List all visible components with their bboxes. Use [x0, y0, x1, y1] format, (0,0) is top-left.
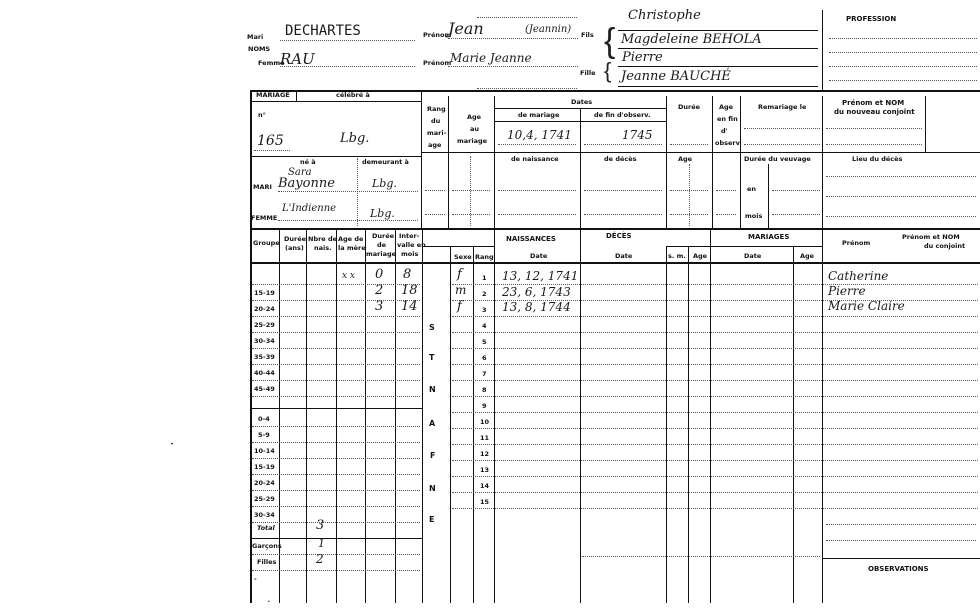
th-age-mere-2: la mère	[338, 244, 366, 252]
label-du: du	[431, 117, 441, 125]
th-prenom-nom: Prénom et NOM	[902, 233, 960, 241]
th-deces-date: Date	[615, 252, 633, 260]
th-age-mere-1: Age de	[338, 235, 364, 243]
femme-nom: RAU	[280, 50, 315, 68]
mari-ne-2: Bayonne	[278, 176, 335, 191]
rank-number: 2	[482, 290, 487, 298]
rank-number: 8	[482, 386, 487, 394]
rank-number: 11	[480, 434, 490, 442]
birth-duree-mariage: 0	[375, 267, 384, 282]
stray-dot: •	[171, 442, 174, 448]
label-fin-observ: de fin d'observ.	[594, 111, 651, 119]
rank-number: 3	[482, 306, 487, 314]
label-filles: Filles	[257, 558, 277, 566]
label-age-fin-3: d'	[721, 127, 728, 135]
vertical-letter: T	[429, 353, 435, 362]
vertical-letter: E	[429, 515, 435, 524]
label-age-deces: Age	[678, 155, 693, 163]
th-naissances: NAISSANCES	[506, 235, 556, 243]
tick-mark: -	[254, 575, 257, 583]
rank-number: 7	[482, 370, 487, 378]
bracket-fils: {	[604, 22, 616, 60]
label-age-fin-4: observ.	[715, 139, 742, 147]
date-fin-observ: 1745	[622, 128, 653, 142]
rank-number: 4	[482, 322, 487, 330]
th-nbre-1: Nbre de	[308, 235, 338, 243]
th-mariage-date: Date	[744, 252, 762, 260]
label-fils: Fils	[581, 31, 594, 39]
group-label: 35-39	[254, 353, 275, 361]
th-duree-ans-2: (ans)	[285, 244, 304, 252]
femme-prenom: Marie Jeanne	[450, 51, 532, 65]
group-label: 25-29	[254, 321, 275, 329]
label-age-fin-2: en fin	[717, 115, 738, 123]
group-label: 40-44	[254, 369, 275, 377]
child-prenom: Catherine	[828, 269, 889, 283]
vertical-letter: N	[429, 484, 436, 493]
femme-demeurant: Lbg.	[370, 207, 395, 220]
th-mariage-age: Age	[800, 252, 815, 260]
label-age-fin-1: Age	[719, 103, 734, 111]
label-naissance: de naissance	[511, 155, 559, 163]
fils-1: Christophe	[628, 8, 701, 23]
label-remariage: Remariage le	[758, 103, 807, 111]
birth-duree-mariage: 3	[375, 299, 384, 314]
label-demeurant: demeurant à	[362, 158, 409, 166]
th-intervalle-1: Inter-	[399, 232, 420, 240]
label-en: en	[747, 185, 757, 193]
birth-duree-mariage: 2	[375, 283, 384, 298]
rank-number: 10	[480, 418, 490, 426]
mari-prenom: Jean	[448, 19, 484, 38]
label-numero: n°	[258, 111, 266, 119]
rank-number: 1	[482, 274, 487, 282]
th-duree-ans-1: Durée	[284, 235, 307, 243]
group-label: 10-14	[254, 447, 275, 455]
label-prenom-nom-nouveau: Prénom et NOM	[842, 99, 905, 107]
th-age-deces: Age	[693, 252, 708, 260]
vertical-letter: N	[429, 385, 436, 394]
group-label: 5-9	[258, 431, 270, 439]
th-nbre-2: nais.	[314, 244, 332, 252]
vertical-letter: S	[429, 323, 435, 332]
rank-number: 9	[482, 402, 487, 410]
label-mari-col: mari-	[427, 129, 447, 137]
femme-ne: L'Indienne	[282, 203, 337, 214]
stray-dot: •	[268, 599, 270, 605]
th-deces: DÉCÈS	[606, 232, 632, 240]
birth-date: 23, 6, 1743	[502, 285, 571, 299]
group-label: 15-19	[254, 289, 275, 297]
th-groupe: Groupe	[253, 239, 280, 247]
label-observations: OBSERVATIONS	[868, 565, 929, 573]
label-profession: PROFESSION	[846, 15, 897, 23]
group-label: 0-4	[258, 415, 270, 423]
label-total: Total	[257, 524, 275, 532]
fils-2: Magdeleine BEHOLA	[621, 32, 762, 47]
label-age-au: Age	[467, 113, 482, 121]
mari-demeurant: Lbg.	[372, 177, 397, 190]
rank-number: 5	[482, 338, 487, 346]
rank-number: 12	[480, 450, 490, 458]
label-rang: Rang	[427, 105, 446, 113]
th-duree-mar-3: mariage	[366, 250, 397, 258]
th-rang: Rang	[475, 253, 494, 261]
label-prenom-mari: Prénom	[423, 31, 452, 39]
vertical-letter: A	[429, 419, 436, 428]
label-mois: mois	[745, 212, 763, 220]
th-intervalle-3: mois	[401, 250, 419, 258]
birth-sexe: m	[455, 283, 467, 297]
label-lieu-deces: Lieu du décès	[852, 155, 903, 163]
birth-age-mere: x x	[342, 271, 356, 281]
th-mariages: MARIAGES	[748, 233, 790, 241]
th-duree-mar-2: de	[377, 241, 387, 249]
group-label: 15-19	[254, 463, 275, 471]
rank-number: 15	[480, 498, 490, 506]
th-sexe: Sexe	[454, 253, 472, 261]
child-prenom: Pierre	[828, 284, 866, 298]
rank-number: 6	[482, 354, 487, 362]
th-sm: s. m.	[668, 252, 686, 260]
label-mari-row: MARI	[253, 183, 272, 191]
group-label: 30-34	[254, 511, 275, 519]
mari-ne-1: Sara	[288, 167, 312, 178]
th-du-conjoint: du conjoint	[924, 242, 966, 250]
birth-date: 13, 12, 1741	[502, 269, 579, 283]
th-prenom: Prénom	[842, 239, 871, 247]
label-garcons: Garçons	[252, 542, 282, 550]
mariage-numero: 165	[257, 133, 284, 149]
vertical-letter: F	[430, 451, 436, 460]
label-mari: Mari	[247, 33, 264, 41]
label-noms: NOMS	[248, 45, 271, 53]
th-duree-mar-1: Durée	[372, 232, 395, 240]
group-label: 45-49	[254, 385, 275, 393]
label-fille: Fille	[580, 69, 596, 77]
label-ne-a: né à	[300, 158, 316, 166]
label-au-mariage: mariage	[457, 137, 488, 145]
birth-date: 13, 8, 1744	[502, 300, 571, 314]
label-mariage-box: MARIAGE	[256, 91, 290, 99]
fils-3: Pierre	[622, 50, 663, 65]
mari-prenom-alt: (Jeannin)	[525, 24, 572, 35]
label-dates: Dates	[571, 98, 593, 106]
th-naissance-date: Date	[530, 252, 548, 260]
summary-filles: 2	[316, 552, 324, 566]
birth-sexe: f	[457, 299, 462, 314]
th-intervalle-2: valle en	[397, 241, 426, 249]
label-duree-veuvage: Durée du veuvage	[744, 155, 811, 163]
mariage-lieu: Lbg.	[340, 131, 370, 146]
birth-sexe: f	[457, 267, 462, 282]
summary-garcons: 1	[318, 537, 325, 550]
label-age-col: age	[428, 141, 442, 149]
label-nouveau-conjoint: du nouveau conjoint	[834, 108, 915, 116]
group-label: 20-24	[254, 479, 275, 487]
birth-intervalle: 18	[401, 283, 418, 298]
birth-intervalle: 14	[401, 299, 418, 314]
birth-intervalle: 8	[403, 267, 412, 282]
group-label: 30-34	[254, 337, 275, 345]
group-label: 25-29	[254, 495, 275, 503]
label-celebre: célébré à	[336, 91, 370, 99]
group-label: 20-24	[254, 305, 275, 313]
label-au: au	[470, 125, 480, 133]
rank-number: 14	[480, 482, 490, 490]
date-mariage: 10,4, 1741	[507, 128, 572, 142]
label-de-mariage: de mariage	[518, 111, 560, 119]
bracket-fille: {	[604, 58, 612, 83]
label-deces-date: de décès	[604, 155, 637, 163]
label-femme: Femme	[258, 59, 285, 67]
summary-total: 3	[316, 518, 325, 533]
label-prenom-femme: Prénom	[423, 59, 452, 67]
label-femme-row: FEMME	[251, 214, 278, 222]
fille-1: Jeanne BAUCHÉ	[621, 69, 731, 84]
child-prenom: Marie Claire	[828, 299, 905, 313]
rank-number: 13	[480, 466, 490, 474]
label-duree: Durée	[678, 103, 701, 111]
mari-nom: DECHARTES	[285, 23, 361, 39]
